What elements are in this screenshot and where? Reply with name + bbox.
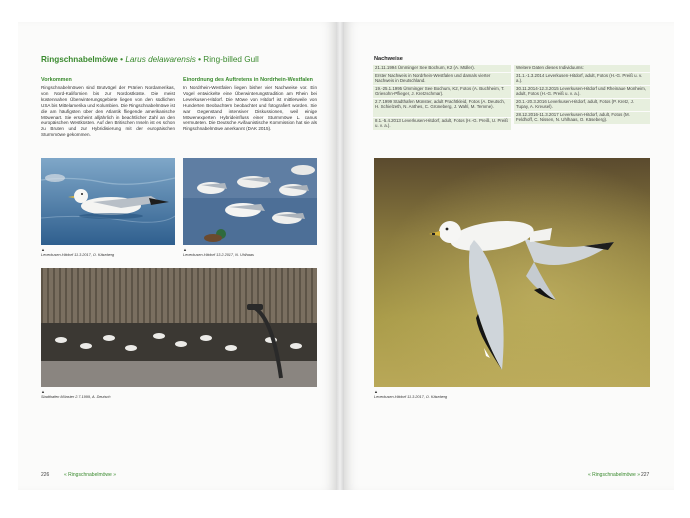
- photo-gull-on-water: [41, 158, 175, 245]
- einordnung-text: In Nordrhein-Westfalen liegen bisher vier Nachweise vor. Ein Vogel entwickelte eine Überwinterungstradition am Rhein bei Leverkusen-Hitdorf. Die Möwe von Hitdorf ist mittlerweile von Hunderten Beobachtern beobachtet und fotografiert worden. Sie war Gegenstand intensiver Diskussionen, weil einige Möwenexperten Hybrideinfluss einer Sturmmöwe L. canus vermuteten. Die Deutsche Avifaunistische Kommission hat sie als Ringschnabelmöwe anerkannt (DAK 2015).: [183, 85, 317, 132]
- photo-caption-3: Stadthafen Münster 2.7.1999, A. Deutsch: [41, 395, 111, 399]
- einordnung-heading: Einordnung des Auftretens in Nordrhein-Westfalen: [183, 77, 313, 83]
- record-right-4: 20.1.-20.3.2016 Leverkusen-Hitdorf, adult, Fotos (P. Kretz, J. Tupay, A. Kreusel).: [514, 99, 650, 111]
- record-right-1: Weitere Daten dieses Individuums:: [514, 65, 650, 72]
- title-german: Ringschnabelmöwe: [41, 55, 118, 64]
- photo-gull-in-flight: [374, 158, 650, 387]
- book-gutter: [336, 22, 344, 490]
- species-title: Ringschnabelmöwe • Larus delawarensis • Ring-billed Gull: [41, 55, 259, 64]
- record-left-4: 2.7.1999 Stadthafen Münster, adult Prachtkleid, Fotos (A. Deutsch, H. Schielzeth, N. Anthes, C. Grüneberg, J. Wahl, M. Temme).: [373, 99, 511, 117]
- record-left-5: 8.1.-5.4.2013 Leverkusen-Hitdorf, adult, Fotos (H.-G. Preiß, U. Preiß u. v. a.).: [373, 118, 511, 130]
- record-left-1: 21.11.1994 Ümminger See Bochum, K2 (A. Müller).: [373, 65, 511, 72]
- photo-caption-1: Leverkusen-Hitdorf 11.3.2017, O. Käseberg: [41, 253, 115, 257]
- record-right-3: 30.11.2014-12.3.2015 Leverkusen-Hitdorf und Rheinaue Monheim, adult, Fotos (H.-G. Preiß u. v. a.).: [514, 86, 650, 98]
- page-number-left: 226: [41, 472, 50, 478]
- photo-caption-right: Leverkusen-Hitdorf 11.3.2017, O. Käseberg: [374, 395, 448, 399]
- title-latin: Larus delawarensis: [125, 55, 196, 64]
- page-number-right: 227: [641, 472, 650, 478]
- caption-marker-2: ▲: [183, 247, 187, 252]
- record-left-2: Erster Nachweis in Nordrhein-Westfalen und damals vierter Nachweis in Deutschland.: [373, 73, 511, 85]
- caption-marker-right: ▲: [374, 389, 378, 394]
- record-left-3: 19.-25.1.1995 Ümminger See Bochum, K2, Fotos (A. Buchheim, T. Griesohn-Pflieger, J. Kretzschmar).: [373, 86, 511, 98]
- caption-marker-1: ▲: [41, 247, 45, 252]
- vorkommen-text: Ringschnabelmöwen sind Brutvögel der Prärien Nordamerikas, von Nord-Kalifornien bis zur Nordostküste. Die meist küstennahen Überwinterungsgebiete liegen von den südlichen USA bis Mittelamerika und Kolumbien. Die Ringschnabelmöwe ist die am häufigsten über den Atlantik fliegende amerikanische Möwenart. Sie erscheint alljährlich in beachtlicher Zahl an den europäischen Westküsten. Auf den Britischen Inseln ist es schon zu Bruten und zur Hybridisierung mit der europäischen Sturmmöwe gekommen.: [41, 85, 175, 138]
- record-right-5: 28.12.2016-11.3.2017 Leverkusen-Hitdorf, adult, Fotos (M. Feldhoff, C. Nissen, N. Uhlhaas, O. Käseberg).: [514, 112, 650, 124]
- photo-gulls-flock: [183, 158, 317, 245]
- vorkommen-heading: Vorkommen: [41, 77, 72, 83]
- photo-caption-2: Leverkusen-Hitdorf 13.2.2017, N. Uhlhaas: [183, 253, 254, 257]
- running-title-right: « Ringschnabelmöwe »: [588, 472, 640, 478]
- title-english: Ring-billed Gull: [203, 55, 259, 64]
- caption-marker-3: ▲: [41, 389, 45, 394]
- record-right-2: 31.1.-1.3.2014 Leverkusen-Hitdorf, adult, Fotos (H.-G. Preiß u. v. a.).: [514, 73, 650, 85]
- nachweise-heading: Nachweise: [374, 56, 403, 62]
- photo-harbour-gulls: [41, 268, 317, 387]
- running-title-left: « Ringschnabelmöwe »: [64, 472, 116, 478]
